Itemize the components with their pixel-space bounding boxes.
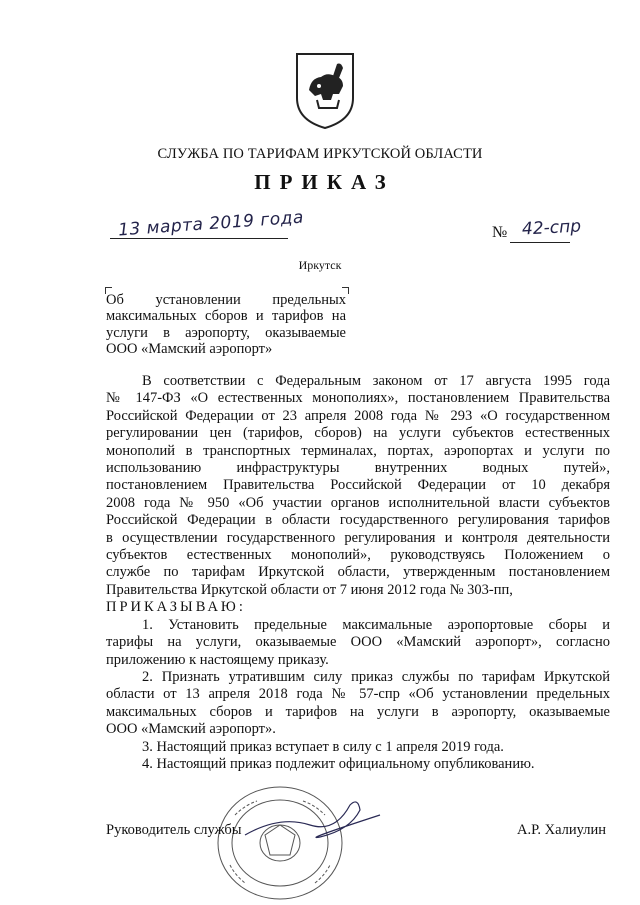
body-line: монополий в транспортных терминалах, портах, аэропортах и услуги по bbox=[106, 442, 610, 459]
body-line: 2. Признать утратившим силу приказ службы по тарифам Иркутской bbox=[142, 668, 610, 685]
body-line: В соответствии с Федеральным законом от 17 августа 1995 года bbox=[142, 373, 610, 389]
organization-name: СЛУЖБА ПО ТАРИФАМ ИРКУТСКОЙ ОБЛАСТИ bbox=[157, 146, 483, 162]
body-line: в осуществлении государственного регулирования и контроля деятельности bbox=[106, 529, 610, 546]
item-3 bbox=[106, 739, 610, 756]
item-1 bbox=[106, 617, 610, 669]
body-line: приложению к настоящему приказу. bbox=[106, 651, 329, 668]
body-line: использованию инфраструктуры внутренних водных путей», bbox=[106, 460, 610, 477]
subject-block bbox=[106, 292, 346, 357]
preamble bbox=[106, 373, 610, 617]
body-line: Российской Федерации в области государственного регулирования тарифов bbox=[106, 512, 610, 529]
number-sign: № bbox=[492, 224, 508, 241]
command-word: ПРИКАЗЫВАЮ: bbox=[106, 599, 246, 616]
signatory-name: А.Р. Халиулин bbox=[517, 822, 606, 838]
number-underline bbox=[510, 242, 570, 243]
subject-line: ООО «Мамский аэропорт» bbox=[106, 340, 273, 357]
coat-of-arms-icon bbox=[293, 50, 357, 130]
signature-icon bbox=[240, 795, 390, 845]
body-line: Российской Федерации от 23 апреля 2008 года № 293 «О государственном bbox=[106, 407, 610, 424]
body-line: 1. Установить предельные максимальные аэропортовые сборы и bbox=[142, 616, 610, 633]
document-title: ПРИКАЗ bbox=[254, 170, 395, 194]
handwritten-date: 13 марта 2019 года bbox=[117, 207, 305, 241]
body-line: Правительства Иркутской области от 7 июня 2012 года № 303-пп, bbox=[106, 581, 513, 598]
body-line: 4. Настоящий приказ подлежит официальному опубликованию. bbox=[142, 755, 535, 772]
body-line: субъектов естественных монополий», руководствуясь Положением о bbox=[106, 547, 610, 564]
subject-line: максимальных сборов и тарифов на bbox=[106, 308, 346, 325]
signatory-position: Руководитель службы bbox=[106, 822, 242, 838]
handwritten-number: 42-спр bbox=[521, 216, 582, 240]
body-line: 2008 года № 950 «Об участии органов исполнительной власти субъектов bbox=[106, 494, 610, 511]
subject-line: Об установлении предельных bbox=[106, 292, 346, 308]
item-2 bbox=[106, 669, 610, 739]
document-body bbox=[106, 373, 610, 773]
subject-line: услуги в аэропорту, оказываемые bbox=[106, 324, 346, 341]
body-line: № 147-ФЗ «О естественных монополиях», постановлением Правительства bbox=[106, 390, 610, 407]
body-line: тарифы на услуги, оказываемые ООО «Мамский аэропорт», согласно bbox=[106, 634, 610, 651]
body-line: регулировании цен (тарифов, сборов) на услуги субъектов естественных bbox=[106, 425, 610, 442]
body-line: ООО «Мамский аэропорт». bbox=[106, 721, 276, 738]
city-name: Иркутск bbox=[298, 258, 342, 272]
body-line: постановлением Правительства Российской Федерации от 10 декабря bbox=[106, 477, 610, 494]
body-line: 3. Настоящий приказ вступает в силу с 1 апреля 2019 года. bbox=[142, 738, 504, 755]
body-line: области от 13 апреля 2018 года № 57-спр «Об установлении предельных bbox=[106, 686, 610, 703]
body-line: максимальных сборов и тарифов на услуги в аэропорту, оказываемые bbox=[106, 703, 610, 720]
item-4 bbox=[106, 756, 610, 773]
body-line: службе по тарифам Иркутской области, утвержденным постановлением bbox=[106, 564, 610, 581]
